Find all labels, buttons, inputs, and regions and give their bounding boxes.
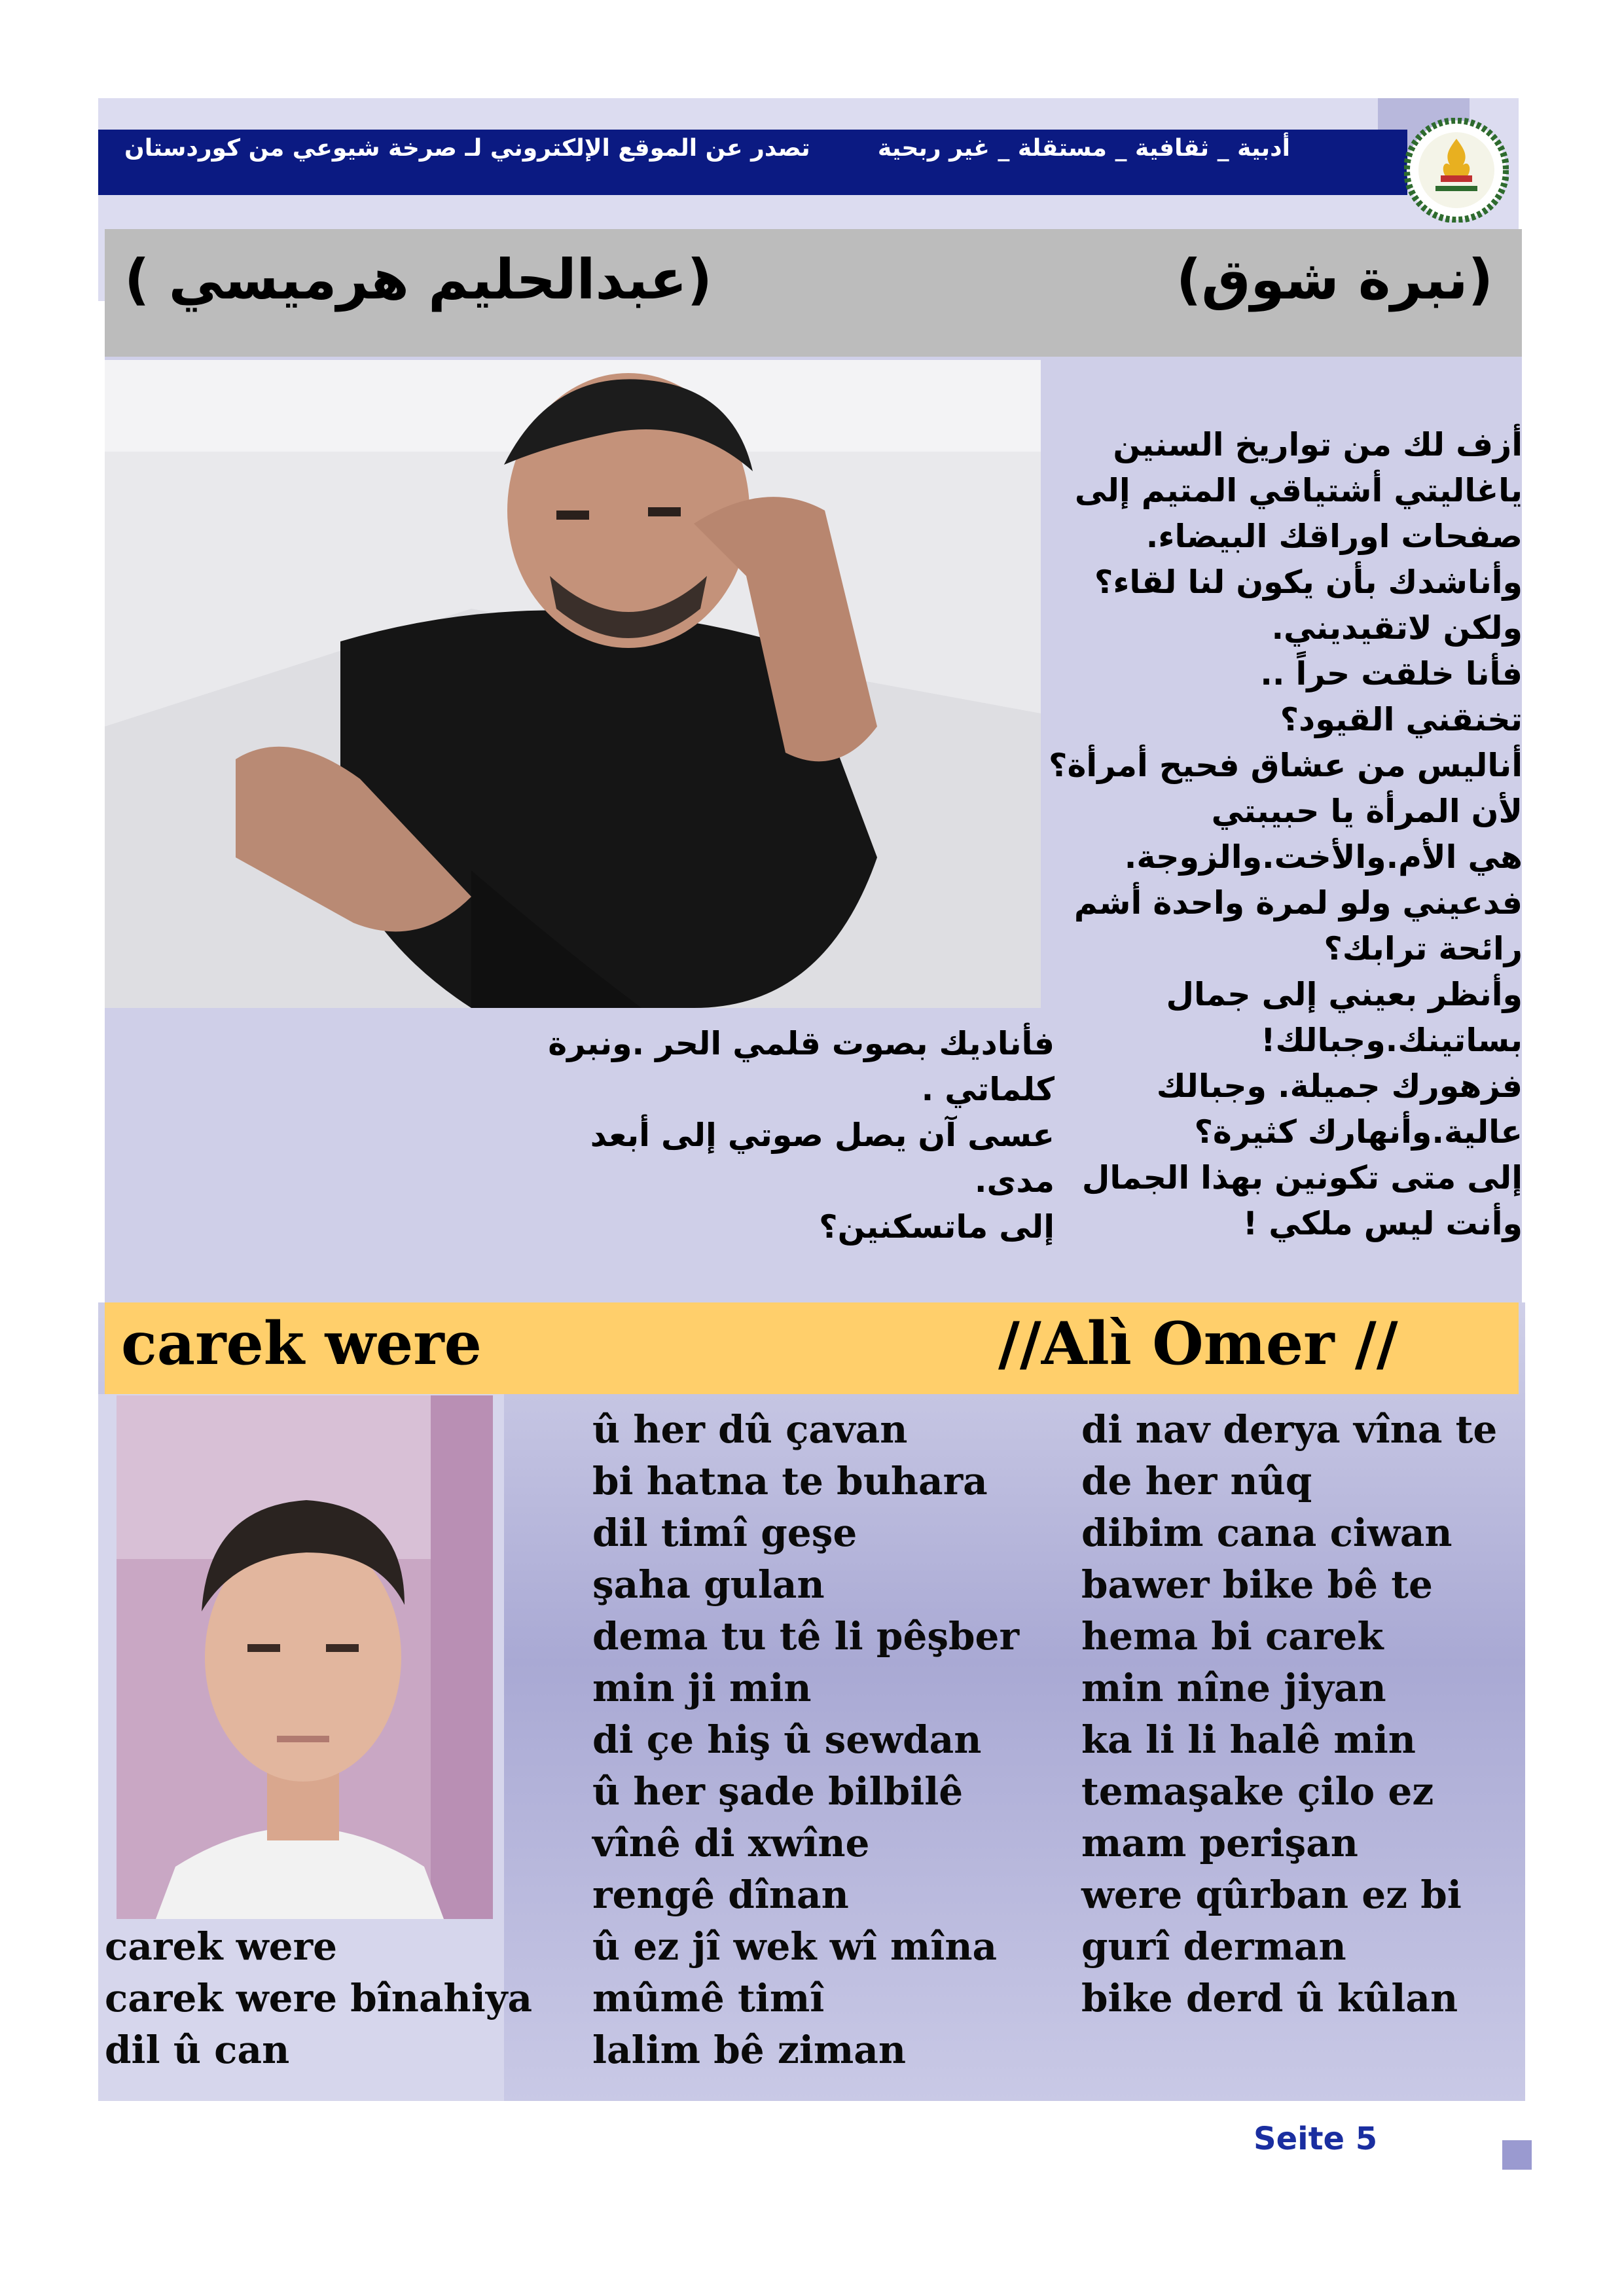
header-tagline-left: تصدر عن الموقع الإلكتروني لـ صرخة شيوعي من كوردستان (124, 135, 810, 162)
kurdish-verse-line: mûmê timî (592, 1976, 825, 2020)
kurdish-verse-line: dibim cana ciwan (1081, 1511, 1453, 1555)
kurdish-verse-line: bike derd û kûlan (1081, 1976, 1458, 2020)
kurdish-verse-line: vînê di xwîne (592, 1821, 870, 1865)
kurdish-verse-line: di çe hiş û sewdan (592, 1717, 982, 1762)
arabic-verse-line: وأنت ليس ملكي ! (1242, 1205, 1523, 1242)
kurdish-verse-line: di nav derya vîna te (1081, 1407, 1498, 1452)
kurdish-verse-line: û ez jî wek wî mîna (592, 1924, 998, 1969)
arabic-verse-line: فدعيني ولو لمرة واحدة أشم (1074, 884, 1523, 922)
corner-square-decoration (1502, 2140, 1532, 2170)
kurdish-verse-line: carek were (105, 1924, 338, 1969)
kurdish-verse-line: şaha gulan (592, 1562, 825, 1607)
arabic-verse-line: إلى ماتسكنين؟ (819, 1208, 1055, 1246)
arabic-verse-line: مدى. (974, 1162, 1055, 1200)
kurdish-verse-line: lalim bê ziman (592, 2028, 906, 2072)
arabic-verse-line: فأناديك بصوت قلمي الحر .ونبرة (548, 1025, 1055, 1062)
kurdish-verse-line: bi hatna te buhara (592, 1459, 988, 1503)
arabic-verse-line: إلى متى تكونين بهذا الجمال (1081, 1159, 1523, 1196)
arabic-verse-line: ولكن لاتقيديني. (1271, 609, 1523, 647)
kurdish-verse-line: carek were bînahiya (105, 1976, 533, 2020)
kurdish-verse-line: temaşake çilo ez (1081, 1769, 1434, 1814)
kurdish-verse-line: min nîne jiyan (1081, 1666, 1386, 1710)
kurdish-verse-line: were qûrban ez bi (1081, 1873, 1462, 1917)
arabic-verse-line: بساتينك.وجبالك! (1261, 1022, 1523, 1059)
kurdish-verse-line: hema bi carek (1081, 1614, 1384, 1659)
arabic-verse-line: فزهورك جميلة. وجبالك (1156, 1067, 1523, 1105)
kurdish-verse-line: dil û can (105, 2028, 290, 2072)
arabic-poem-title: (نبرة شوق) (1176, 247, 1493, 312)
arabic-verse-line: ياغاليتي أشتياقي المتيم إلى (1074, 472, 1523, 509)
kurdish-poem-title: carek were (121, 1309, 482, 1378)
arabic-verse-line: وأناشدك بأن يكون لنا لقاء؟ (1094, 564, 1523, 601)
kurdish-verse-line: gurî derman (1081, 1924, 1346, 1969)
magazine-logo (1404, 118, 1509, 223)
arabic-verse-line: صفحات اوراقك البيضاء. (1146, 518, 1523, 555)
arabic-verse-line: تخنقني القيود؟ (1280, 701, 1523, 738)
kurdish-verse-line: rengê dînan (592, 1873, 849, 1917)
arabic-verse-line: أناليس من عشاق فحيح أمرأة؟ (1049, 747, 1523, 784)
arabic-verse-line: كلماتي . (921, 1071, 1055, 1108)
kurdish-verse-line: mam perişan (1081, 1821, 1358, 1865)
kurdish-poem-author: //Alì Omer // (998, 1309, 1398, 1378)
arabic-verse-line: رائحة ترابك؟ (1324, 930, 1523, 967)
kurdish-verse-line: de her nûq (1081, 1459, 1312, 1503)
header-tagline-right: أدبية _ ثقافية _ مستقلة _ غير ربحية (877, 135, 1290, 162)
author-photo-arabic (105, 360, 1041, 1008)
arabic-poem-author: (عبدالحليم هرميسي ) (124, 247, 713, 312)
arabic-verse-line: أزف لك من تواريخ السنين (1113, 426, 1523, 463)
kurdish-verse-line: dema tu tê li pêşber (592, 1614, 1020, 1659)
kurdish-verse-line: û her dû çavan (592, 1407, 908, 1452)
arabic-verse-line: عالية.وأنهارك كثيرة؟ (1194, 1113, 1523, 1151)
kurdish-verse-line: bawer bike bê te (1081, 1562, 1433, 1607)
arabic-verse-line: عسى آن يصل صوتي إلى أبعد (590, 1117, 1055, 1154)
arabic-verse-line: لأن المرأة يا حبيبتي (1211, 793, 1523, 830)
page-number: Seite 5 (1254, 2121, 1378, 2157)
author-photo-kurdish (117, 1395, 493, 1919)
arabic-verse-line: فأنا خلقت حراً .. (1260, 655, 1523, 692)
arabic-verse-line: وأنظر بعيني إلى جمال (1166, 976, 1523, 1013)
kurdish-verse-line: min ji min (592, 1666, 812, 1710)
arabic-verse-line: هي الأم.والأخت.والزوجة. (1124, 838, 1523, 876)
kurdish-verse-line: ka li li halê min (1081, 1717, 1416, 1762)
kurdish-verse-line: û her şade bilbilê (592, 1769, 964, 1814)
kurdish-verse-line: dil timî geşe (592, 1511, 857, 1555)
